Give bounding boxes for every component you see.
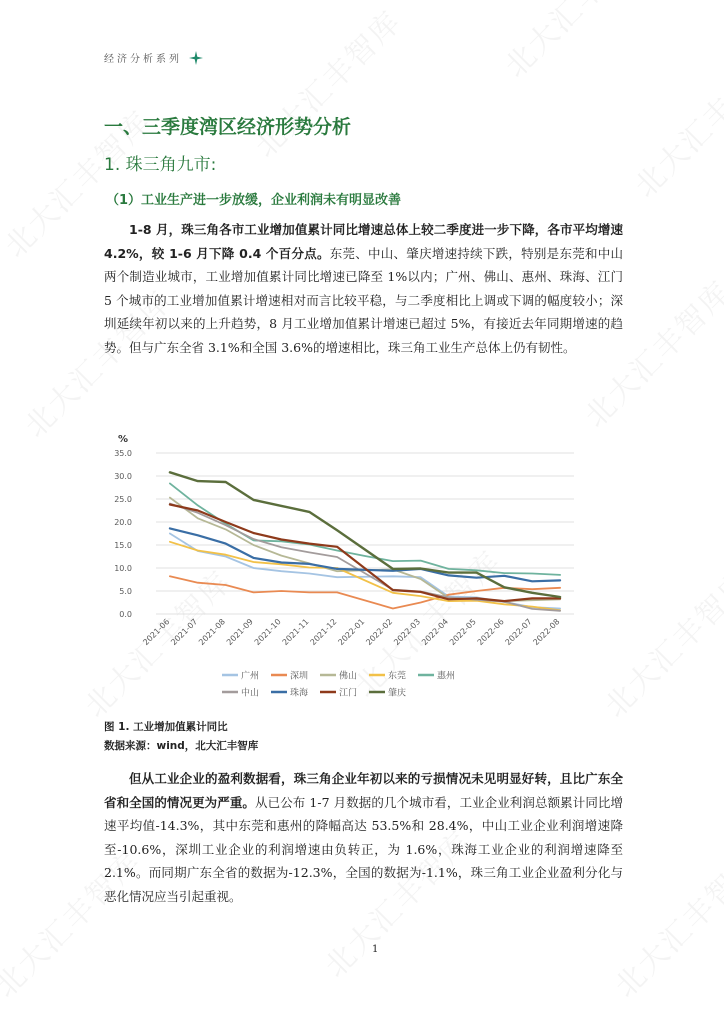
y-tick-label: 30.0 — [114, 472, 132, 481]
x-tick-label: 2021-06 — [141, 617, 172, 648]
x-tick-label: 2022-02 — [364, 617, 395, 648]
legend-label: 广州 — [241, 671, 260, 682]
watermark — [593, 559, 724, 726]
y-tick-label: 0.0 — [119, 610, 132, 619]
x-tick-label: 2022-07 — [503, 617, 534, 648]
x-tick-label: 2021-07 — [169, 617, 200, 648]
x-tick-label: 2022-05 — [447, 617, 478, 648]
watermark — [493, 0, 660, 85]
watermark — [243, 0, 410, 165]
industrial-value-added-chart — [104, 430, 584, 700]
x-tick-label: 2021-10 — [252, 617, 283, 648]
page-number: 1 — [372, 944, 379, 955]
y-axis-unit: % — [118, 434, 129, 445]
x-tick-label: 2022-01 — [336, 617, 367, 648]
series-line-惠州 — [170, 483, 560, 575]
legend-label: 惠州 — [437, 671, 456, 682]
y-tick-label: 35.0 — [114, 449, 132, 458]
legend-label: 肇庆 — [388, 688, 407, 699]
paragraph-industrial-output — [104, 218, 623, 360]
x-tick-label: 2022-06 — [475, 617, 506, 648]
series-label: 经济分析系列 — [104, 54, 182, 65]
paragraph-bold-lead: 1-8 月，珠三角各市工业增加值累计同比增速总体上较二季度进一步下降，各市平均增速 4.2%，较 1-6 月下降 0.4 个百分点。 — [104, 222, 623, 261]
star-icon — [189, 51, 203, 65]
figure-caption: 图 1. 工业增加值累计同比 — [104, 721, 228, 733]
legend-label: 深圳 — [290, 671, 309, 682]
watermark — [623, 39, 724, 206]
topic-heading: （1）工业生产进一步放缓，企业利润未有明显改善 — [106, 193, 402, 208]
paragraph-body: 从已公布 1-7 月数据的几个城市看，工业企业利润总额累计同比增速平均值-14.3%，其中东莞和惠州的降幅高达 53.5%和 28.4%，中山工业企业利润增速降至-10.6%，深圳工业企业的利润增速由负转正，为 1.6%，珠海工业企业的利润增速降至 2.1%。而同期广东全省的数据为-12.3%，全国的数据为-1.1%，珠三角工业企业盈利分化与恶化情况应当引起重视。 — [104, 794, 623, 904]
paragraph-enterprise-profit — [104, 767, 623, 909]
x-tick-label: 2022-03 — [392, 617, 423, 648]
x-tick-label: 2021-09 — [224, 617, 255, 648]
series-line-肇庆 — [170, 472, 560, 597]
x-tick-label: 2021-11 — [280, 617, 311, 648]
legend-label: 江门 — [339, 688, 358, 699]
x-tick-label: 2022-04 — [420, 617, 451, 648]
y-tick-label: 15.0 — [114, 541, 132, 550]
x-tick-label: 2021-12 — [308, 617, 339, 648]
legend-label: 东莞 — [388, 671, 407, 682]
section-heading: 一、三季度湾区经济形势分析 — [104, 116, 352, 138]
paragraph-bold-lead: 但从工业企业的盈利数据看，珠三角企业年初以来的亏损情况未见明显好转，且比广东全省和全国的情况更为严重。 — [104, 771, 623, 810]
y-tick-label: 20.0 — [114, 518, 132, 527]
legend-label: 佛山 — [339, 671, 358, 682]
y-tick-label: 5.0 — [119, 587, 132, 596]
y-tick-label: 10.0 — [114, 564, 132, 573]
paragraph-body: 东莞、中山、肇庆增速持续下跌，特别是东莞和中山两个制造业城市，工业增加值累计同比增速已降至 1%以内；广州、佛山、惠州、珠海、江门 5 个城市的工业增加值累计增速相对而言比较平稳，与二季度相比上调或下调的幅度较小；深圳延续年初以来的上升趋势，8 月工业增加值累计增速已超过 5%，有接近去年同期增速的趋势。但与广东全省 3.1%和全国 3.6%的增速相比，珠三角工业生产总体上仍有韧性。 — [104, 245, 623, 355]
subsection-heading: 1. 珠三角九市: — [104, 155, 217, 175]
y-tick-label: 25.0 — [114, 495, 132, 504]
x-tick-label: 2022-08 — [531, 617, 562, 648]
figure-source: 数据来源：wind，北大汇丰智库 — [104, 740, 259, 752]
legend-label: 中山 — [241, 688, 260, 699]
legend-label: 珠海 — [290, 688, 309, 699]
x-tick-label: 2021-08 — [197, 617, 228, 648]
